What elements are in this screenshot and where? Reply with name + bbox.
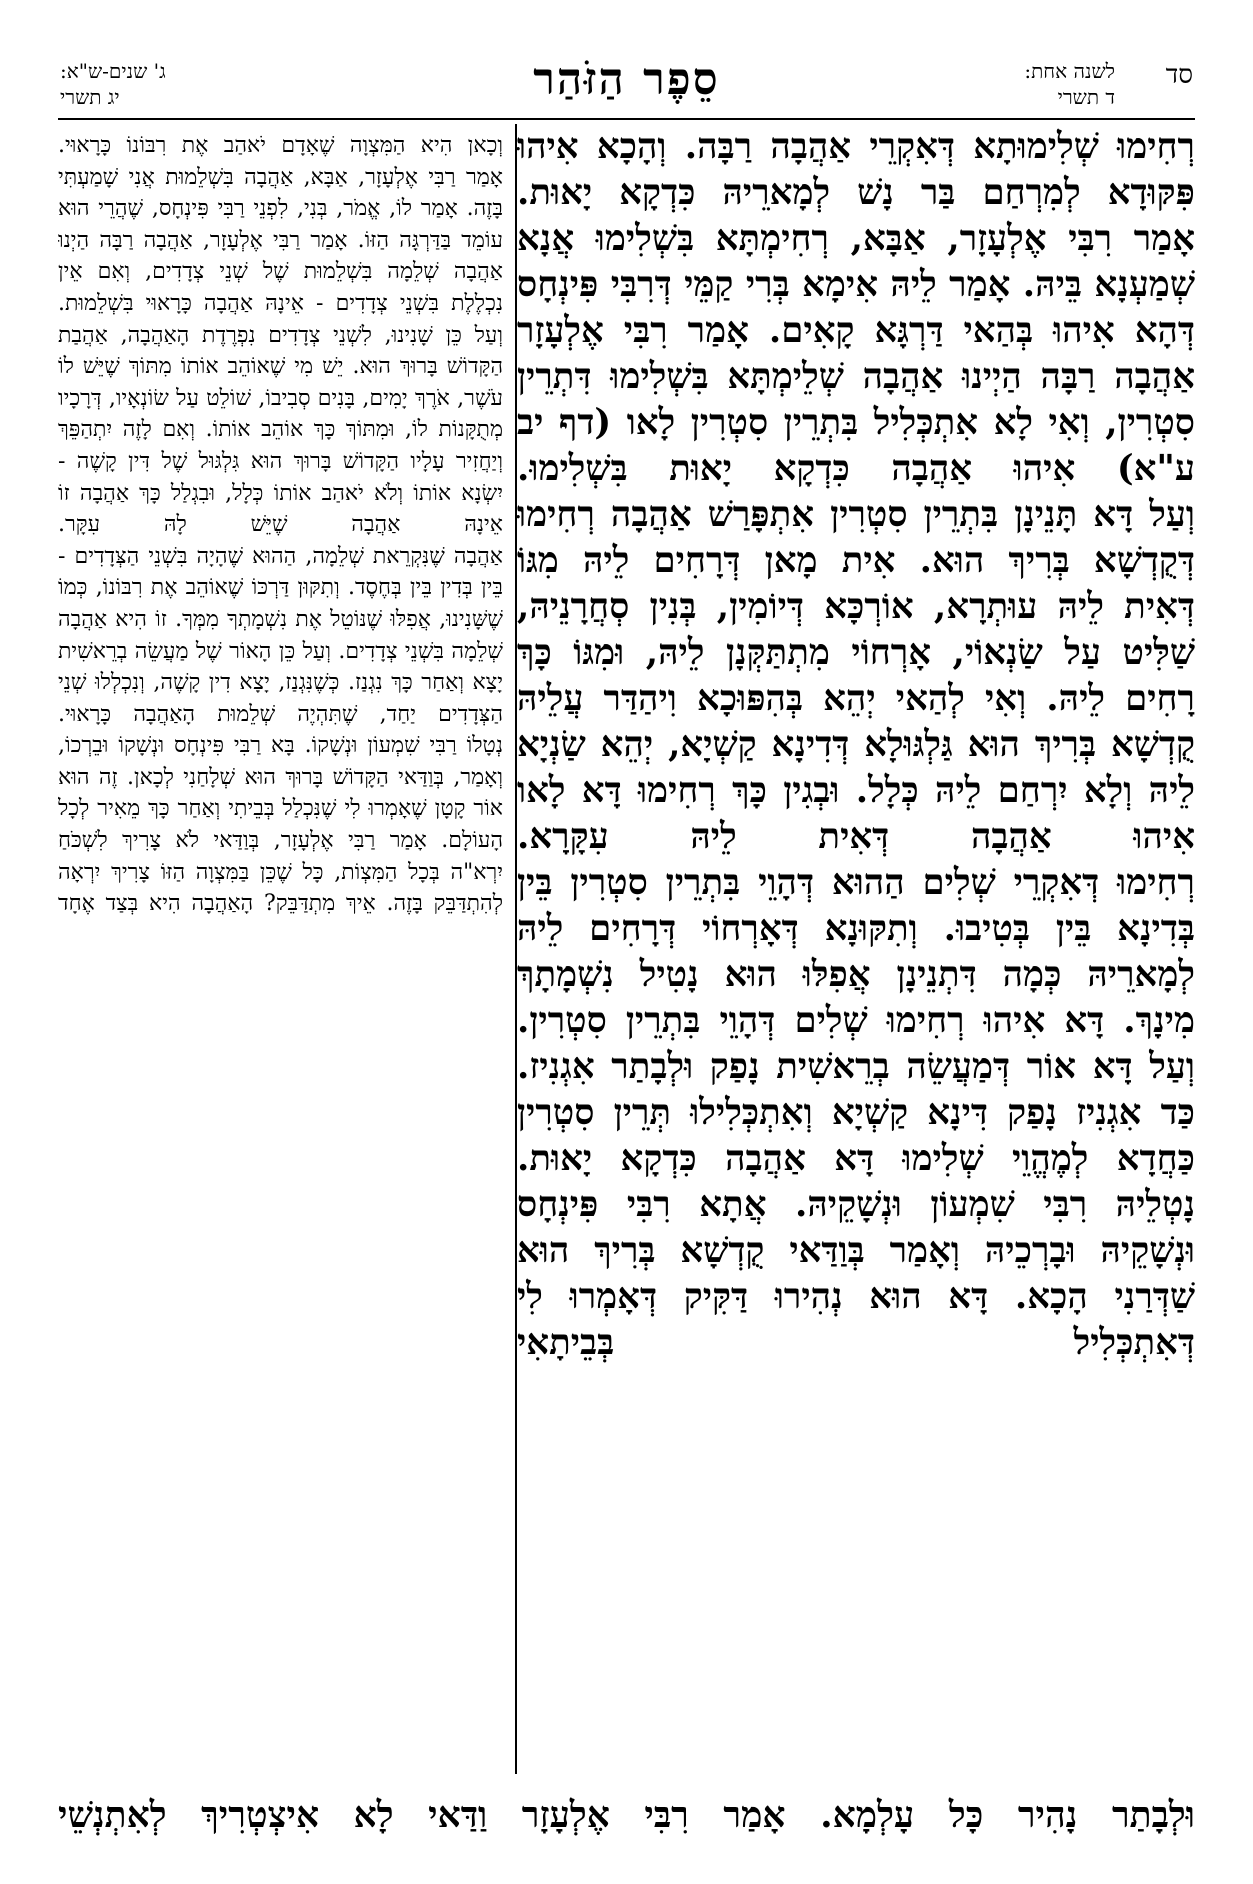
schedule-three-years: ג' שנים-ש"א:	[60, 59, 166, 83]
page-number: סד	[1165, 60, 1193, 90]
side-paragraph: אַהֲבָה שֶׁנִּקְרֵאת שְׁלֵמָה, הַהוּא שֶׁהָיָה בִּשְׁנֵי הַצְּדָדִים - בֵּין בְּדִין בֵּין בְּחֶסֶד. וְתִקּוּן דַּרְכּוֹ שֶׁאוֹהֵב אֶת רִבּוֹנוֹ, כְּמוֹ שֶׁשָּׁנִינוּ, אֲפִלּוּ שֶׁנּוֹטֵל אֶת נִשְׁמָתְךָ מִמְּךָ. זוֹ הִיא אַהֲבָה שְׁלֵמָה בִּשְׁנֵי צְדָדִים. וְעַל כֵּן הָאוֹר שֶׁל מַעֲשֵׂה בְרֵאשִׁית יָצָא וְאַחַר כָּךְ נִגְנַז. כְּשֶׁנִּגְנַז, יָצָא דִין קָשֶׁה, וְנִכְלְלוּ שְׁנֵי הַצְּדָדִים יַחַד, שֶׁתִּהְיֶה שְׁלֵמוּת הָאַהֲבָה כָּרָאוּי.	[58, 543, 503, 727]
header-rule	[58, 118, 1195, 120]
schedule-three-years-date: יג תשרי	[60, 85, 120, 109]
main-paragraph: אָמַר רִבִּי אֶלְעָזָר, אַבָּא, רְחִימְתָּא בִּשְׁלִימוּ אֲנָא שְׁמַעְנָא בֵּיהּ. אָמַר לֵיהּ אִימָא בְּרִי קַמֵּי דְּרִבִּי פִּינְחָס דְּהָא אִיהוּ בְּהַאי דַּרְגָּא קָאִים. אָמַר רִבִּי אֶלְעָזָר אַהֲבָה רַבָּה הַיְינוּ אַהֲבָה שְׁלֵימְתָּא בִּשְׁלִימוּ דִּתְרֵין סִטְרִין, וְאִי לָא אִתְכְּלִיל בִּתְרֵין סִטְרִין לָאו (דף יב ע"א) אִיהוּ אַהֲבָה כִּדְקָא יָאוּת בִּשְׁלִימוּ.	[517, 218, 1195, 489]
side-paragraph: אָמַר רַבִּי אֶלְעָזָר, אַבָּא, אַהֲבָה בִּשְׁלֵמוּת אֲנִי שָׁמַעְתִּי בָּזֶה. אָמַר לוֹ, אֱמֹר, בְּנִי, לִפְנֵי רַבִּי פִּינְחָס, שֶׁהֲרֵי הוּא עוֹמֵד בַּדַּרְגָּה הַזּוֹ. אָמַר רַבִּי אֶלְעָזָר, אַהֲבָה רַבָּה הַיְנוּ אַהֲבָה שְׁלֵמָה בִּשְׁלֵמוּת שֶׁל שְׁנֵי צְדָדִים, וְאִם אֵין נִכְלֶלֶת בִּשְׁנֵי צְדָדִים - אֵינָהּ אַהֲבָה כָּרָאוּי בִּשְׁלֵמוּת.	[58, 164, 503, 316]
book-title: סֵפֶר הַזֹּהַר	[533, 54, 720, 105]
column-divider	[515, 124, 517, 1774]
schedule-one-year-date: ד תשרי	[1057, 85, 1115, 109]
main-paragraph: רְחִימוּ דְּאִקְרֵי שְׁלִים הַהוּא דְּהָוֵי בִּתְרֵין סִטְרִין בֵּין בְּדִינָא בֵּין בְּטִיבוּ. וְתִקּוּנָא דְּאָרְחוֹי דְּרָחִים לֵיהּ לְמָארֵיהּ כְּמָה דִּתְנֵינָן אֲפִלּוּ הוּא נָטִיל נִשְׁמָתָךְ מִינָךְ. דָּא אִיהוּ רְחִימוּ שְׁלִים דְּהָוֵי בִּתְרֵין סִטְרִין. וְעַל דָּא אוֹר דְּמַעֲשֵׂה בְרֵאשִׁית נָפַק וּלְבָתַר אִגְנִיז. כַּד אִגְנִיז נָפַק דִּינָא קַשְׁיָא וְאִתְכְּלִילוּ תְּרֵין סִטְרִין כַּחֲדָא לְמֶהֱוֵי שְׁלִימוּ דָּא אַהֲבָה כִּדְקָא יָאוּת.	[517, 862, 1195, 1179]
side-paragraph: וְעַל כֵּן שָׁנִינוּ, לִשְׁנֵי צְדָדִים נִפְרֶדֶת הָאַהֲבָה, אַהֲבַת הַקָּדוֹשׁ בָּרוּךְ הוּא. יֵשׁ מִי שֶׁאוֹהֵב אוֹתוֹ מִתּוֹךְ שֶׁיֵּשׁ לוֹ עֹשֶׁר, אֹרֶךְ יָמִים, בָּנִים סְבִיבוֹ, שׁוֹלֵט עַל שׂוֹנְאָיו, דְּרָכָיו מְתֻקָּנוֹת לוֹ, וּמִתּוֹךְ כָּךְ אוֹהֵב אוֹתוֹ. וְאִם לָזֶה יִתְהַפֵּךְ וְיַחֲזִיר עָלָיו הַקָּדוֹשׁ בָּרוּךְ הוּא גִּלְגּוּל שֶׁל דִּין קָשֶׁה - יִשְׂנָא אוֹתוֹ וְלֹא יֹאהַב אוֹתוֹ כְּלָל, וּבִגְלַל כָּךְ אַהֲבָה זוֹ אֵינָהּ אַהֲבָה שֶׁיֵּשׁ לָהּ עִקָּר.	[58, 322, 503, 538]
main-paragraph: וְעַל דָּא תָּנֵינָן בִּתְרֵין סִטְרִין אִתְפָּרַשׁ אַהֲבָה רְחִימוּ דְּקֻדְשָׁא בְּרִיךְ הוּא. אִית מָאן דְּרָחִים לֵיהּ מִגּוֹ דְּאִית לֵיהּ עוּתְרָא, אוֹרְכָּא דְּיוֹמִין, בְּנִין סְחֲרָנֵיהּ, שַׁלִּיט עַל שַׂנְאוֹי, אָרְחוֹי מִתְתַּקְּנָן לֵיהּ, וּמִגּוֹ כָּךְ רָחִים לֵיהּ. וְאִי לְהַאי יְהֵא בְּהִפּוּכָא וִיהַדַּר עֲלֵיהּ קֻדְשָׁא בְּרִיךְ הוּא גַּלְגּוּלָא דְּדִינָא קַשְׁיָא, יְהֵא שַׂנְיָא לֵיהּ וְלָא יִרְחַם לֵיהּ כְּלָל. וּבְגִין כָּךְ רְחִימוּ דָּא לָאו אִיהוּ אַהֲבָה דְּאִית לֵיהּ עִקָּרָא.	[517, 494, 1195, 857]
main-paragraph: נָטְלֵיהּ רִבִּי שִׁמְעוֹן וּנְשָׁקֵיהּ. אֲתָא רִבִּי פִּינְחָס וּנְשָׁקֵיהּ וּבָרְכֵיהּ וְאָמַר בְּוַדַּאי קֻדְשָׁא בְּרִיךְ הוּא שַׁדְּרַנִי הָכָא. דָּא הוּא נְהִירוּ דַּקִּיק דְּאָמְרוּ לִי דְּאִתְכְּלִיל בְּבֵיתָאִי	[517, 1184, 1195, 1363]
bottom-line: וּלְבָתַר נָהִיר כָּל עָלְמָא. אָמַר רִבִּי אֶלְעָזָר וַדַּאי לָא אִיצְטְרִיךְ לְאִתְנְשֵׁי	[58, 1794, 1195, 1836]
main-paragraph: רְחִימוּ שְׁלִימוּתָא דְּאִקְרֵי אַהֲבָה רַבָּה. וְהָכָא אִיהוּ פִּקּוּדָא לְמִרְחַם בַּר נָשׁ לְמָארֵיהּ כִּדְקָא יָאוּת.	[517, 126, 1195, 213]
header-schedule-left	[60, 58, 166, 110]
side-paragraph: נְטָלוֹ רַבִּי שִׁמְעוֹן וּנְשָׁקוֹ. בָּא רַבִּי פִּינְחָס וּנְשָׁקוֹ וּבֵרְכוֹ, וְאָמַר, בְּוַדַּאי הַקָּדוֹשׁ בָּרוּךְ הוּא שְׁלָחַנִי לְכָאן. זֶה הוּא אוֹר קָטָן שֶׁאָמְרוּ לִי שֶׁנִּכְלַל בְּבֵיתִי וְאַחַר כָּךְ מֵאִיר לְכָל הָעוֹלָם. אָמַר רַבִּי אֶלְעָזָר, בְּוַדַּאי לֹא צָרִיךְ לִשְׁכֹּחַ יִרְא"ה בְּכָל הַמִּצְוֹת, כָּל שֶׁכֵּן בַּמִּצְוָה הַזּוֹ צָרִיךְ יִרְאָה לְהִתְדַּבֵּק בָּזֶה. אֵיךְ מִתְדַּבֵּק? הָאַהֲבָה הִיא בְּצַד אֶחָד	[58, 733, 503, 917]
hebrew-translation-column	[58, 130, 503, 1780]
aramaic-text-column	[517, 124, 1195, 1784]
side-paragraph: וְכָאן הִיא הַמִּצְוָה שֶׁאָדָם יֹאהַב אֶת רִבּוֹנוֹ כָּרָאוּי.	[58, 133, 503, 158]
schedule-one-year: לשנה אחת:	[1024, 59, 1115, 83]
